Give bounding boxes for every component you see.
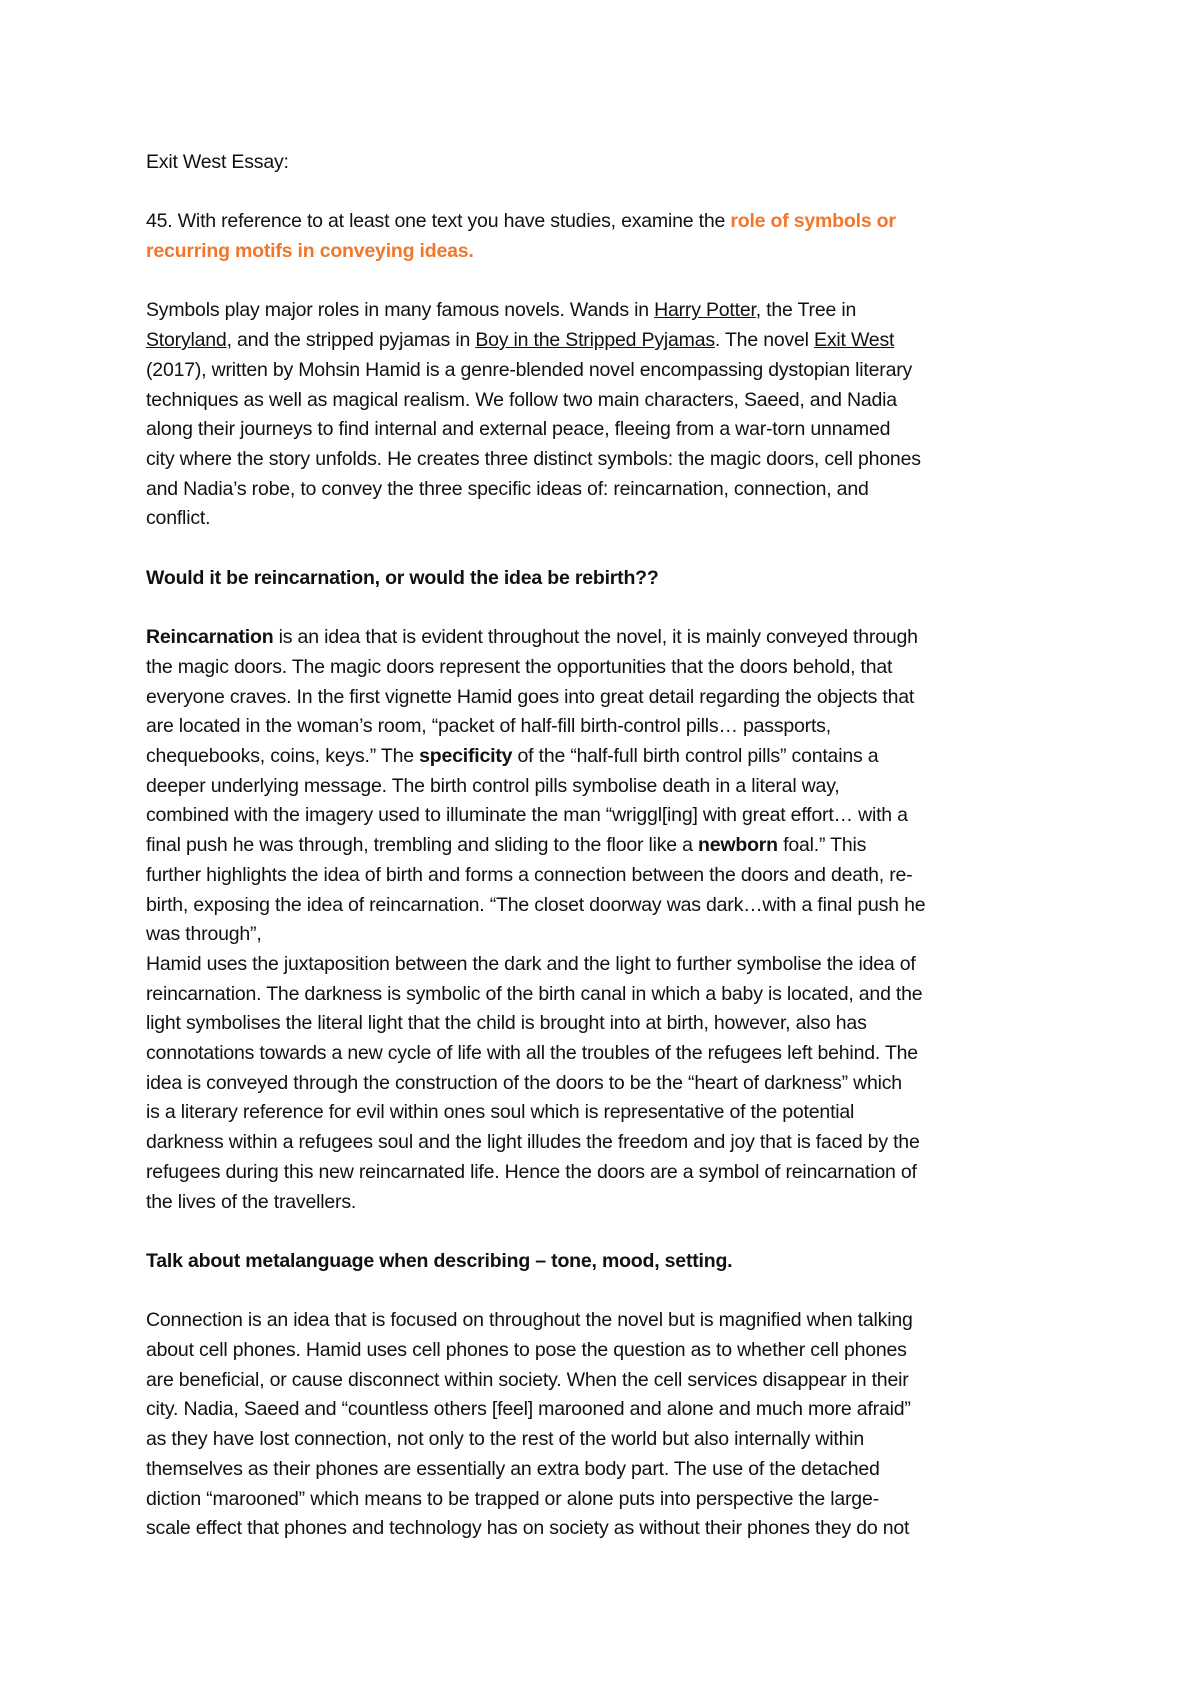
intro-text: . The novel: [714, 329, 815, 352]
document-page: [146, 148, 1061, 1574]
heading-text: Would it be reincarnation, or would the idea be rebirth??: [146, 566, 659, 589]
body1-line-18: darkness within a refugees soul and the light illudes the freedom and joy that is faced by the: [146, 1131, 920, 1154]
keyword-specificity: specificity: [419, 745, 513, 767]
question-prefix: 45. With reference to at least one text you have studies, examine the: [146, 210, 731, 233]
essay-question: [146, 207, 1061, 266]
body1-line-3: everyone craves. In the first vignette Hamid goes into great detail regarding the objects that: [146, 685, 915, 708]
body-text: chequebooks, coins, keys.” The: [146, 745, 420, 767]
book-title-storyland: Storyland: [146, 329, 227, 352]
intro-line-2: [146, 326, 1061, 356]
title-line: Exit West Essay:: [146, 151, 289, 173]
intro-line-6: city where the story unfolds. He creates three distinct symbols: the magic doors, cell phones: [146, 448, 921, 470]
intro-line-1: [146, 296, 1061, 326]
intro-text: Symbols play major roles in many famous novels. Wands in: [146, 299, 655, 322]
intro-line-3: (2017), written by Mohsin Hamid is a genre-blended novel encompassing dystopian literary: [146, 358, 913, 381]
intro-line-8: conflict.: [146, 507, 211, 530]
body2-line-1: Connection is an idea that is focused on throughout the novel but is magnified when talking: [146, 1309, 913, 1332]
body1-line-4: are located in the woman’s room, “packet of half-fill birth-control pills… passports,: [146, 715, 831, 738]
body2-line-5: as they have lost connection, not only to the rest of the world but also internally within: [146, 1428, 865, 1451]
body1-line-7: combined with the imagery used to illuminate the man “wriggl[ing] with great effort… with a: [146, 804, 908, 827]
body1-line-13: reincarnation. The darkness is symbolic of the birth canal in which a baby is located, and the: [146, 982, 923, 1005]
body1-line-9: further highlights the idea of birth and forms a connection between the doors and death, re-: [146, 863, 913, 886]
section-heading-2: [146, 1247, 1061, 1277]
keyword-newborn: newborn: [698, 834, 778, 857]
question-highlight-1: role of symbols or: [730, 210, 896, 233]
document-title: [146, 148, 1061, 178]
intro-line-4: techniques as well as magical realism. We follow two main characters, Saeed, and Nadia: [146, 388, 897, 411]
body-paragraph-1: [146, 623, 1061, 1217]
body1-line-5: [146, 742, 1061, 772]
intro-text: , the Tree in: [755, 299, 857, 322]
body1-line-16: idea is conveyed through the construction of the doors to be the “heart of darkness” which: [146, 1071, 902, 1094]
body2-line-2: about cell phones. Hamid uses cell phones to pose the question as to whether cell phones: [146, 1339, 907, 1362]
body1-line-8: [146, 831, 1061, 861]
body2-line-6: themselves as their phones are essentially an extra body part. The use of the detached: [146, 1457, 880, 1480]
section-heading-1: [146, 564, 1061, 594]
heading-text: Talk about metalanguage when describing – tone, mood, setting.: [146, 1249, 733, 1272]
book-title-harry-potter: Harry Potter: [654, 299, 756, 322]
body2-line-7: diction “marooned” which means to be trapped or alone puts into perspective the large-: [146, 1487, 879, 1510]
body2-line-8: scale effect that phones and technology has on society as without their phones they do not: [146, 1517, 910, 1540]
body-paragraph-2: [146, 1306, 1061, 1544]
body1-line-14: light symbolises the literal light that the child is brought into at birth, however, also has: [146, 1012, 867, 1035]
body1-line-19: refugees during this new reincarnated life. Hence the doors are a symbol of reincarnation of: [146, 1160, 917, 1183]
body1-line-11: was through”,: [146, 923, 262, 946]
body1-line-1: [146, 623, 1061, 653]
body1-line-6: deeper underlying message. The birth control pills symbolise death in a literal way,: [146, 774, 840, 797]
body-text: is an idea that is evident throughout the novel, it is mainly conveyed through: [273, 626, 918, 649]
book-title-exit-west: Exit West: [814, 329, 895, 352]
question-highlight-2: recurring motifs in conveying ideas.: [146, 240, 474, 263]
question-line-1: [146, 207, 1061, 237]
body-text: foal.” This: [777, 834, 867, 857]
keyword-reincarnation: Reincarnation: [146, 626, 274, 649]
body2-line-4: city. Nadia, Saeed and “countless others [feel] marooned and alone and much more afraid”: [146, 1398, 911, 1421]
body-text: of the “half-full birth control pills” contains a: [512, 745, 879, 767]
body-text: final push he was through, trembling and sliding to the floor like a: [146, 834, 699, 857]
body1-line-17: is a literary reference for evil within ones soul which is representative of the potential: [146, 1101, 855, 1124]
intro-text: , and the stripped pyjamas in: [226, 329, 476, 352]
body1-line-12: Hamid uses the juxtaposition between the dark and the light to further symbolise the idea of: [146, 952, 916, 975]
body2-line-3: are beneficial, or cause disconnect within society. When the cell services disappear in their: [146, 1368, 909, 1391]
body1-line-15: connotations towards a new cycle of life with all the troubles of the refugees left behind. The: [146, 1042, 918, 1065]
body1-line-2: the magic doors. The magic doors represent the opportunities that the doors behold, that: [146, 655, 893, 678]
intro-paragraph: [146, 296, 1061, 534]
intro-line-7: and Nadia’s robe, to convey the three specific ideas of: reincarnation, connection, and: [146, 477, 869, 500]
body1-line-20: the lives of the travellers.: [146, 1190, 357, 1213]
book-title-boy-in-the-stripped-pyjamas: Boy in the Stripped Pyjamas: [475, 329, 715, 352]
intro-line-5: along their journeys to find internal and external peace, fleeing from a war-torn unnamed: [146, 418, 891, 441]
body1-line-10: birth, exposing the idea of reincarnation. “The closet doorway was dark…with a final push he: [146, 893, 926, 916]
